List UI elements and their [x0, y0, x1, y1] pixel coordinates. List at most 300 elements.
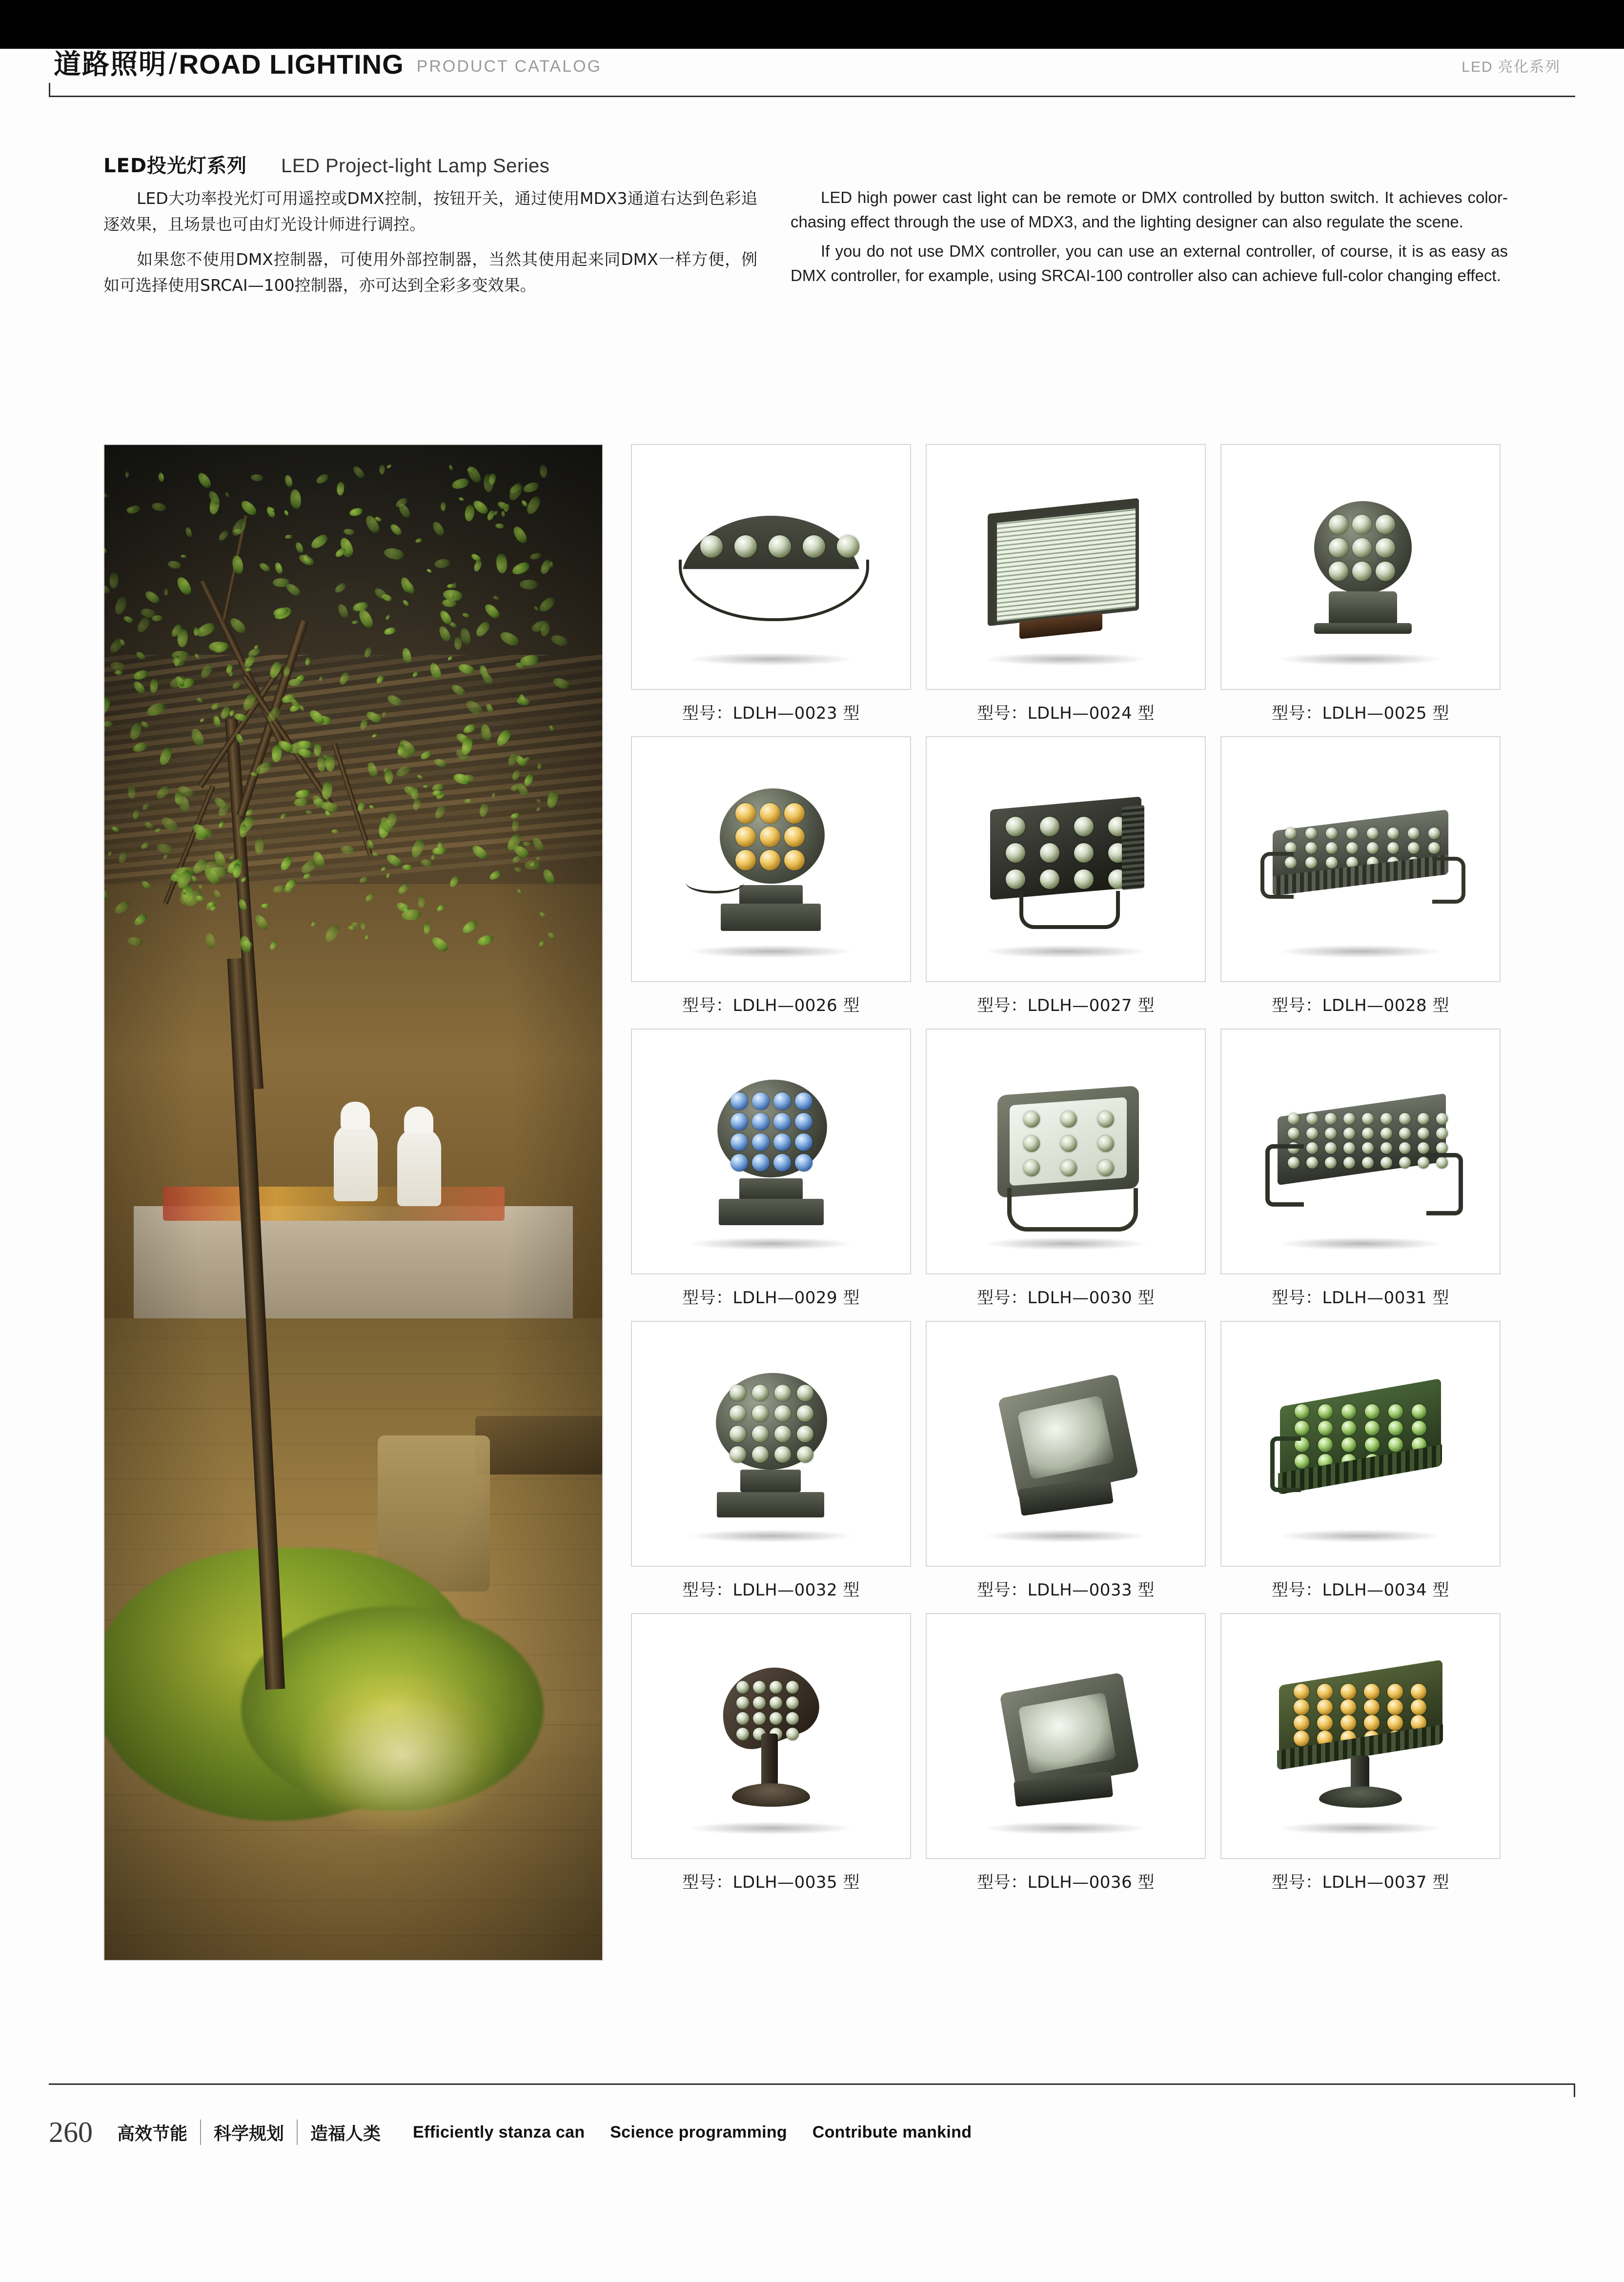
led-dot — [1023, 1111, 1040, 1128]
lamp-head — [711, 1072, 833, 1184]
intro-en-p1: LED high power cast light can be remote or DMX controlled by button switch. It achieves color-chasing effect through the use of MDX3, and the lighting designer can also regulate the scene. — [791, 188, 1508, 231]
led-dot — [1325, 1142, 1337, 1154]
led-dot — [1380, 1128, 1392, 1139]
product-caption: 型号：LDLH—0032 型 — [682, 1580, 860, 1600]
led-dot — [1367, 828, 1379, 839]
section-title-cn: LED投光灯系列 — [103, 155, 247, 177]
product-image-ldlh-0029 — [631, 1029, 911, 1274]
led-dot — [1408, 842, 1420, 854]
lamp-shadow — [690, 945, 852, 958]
led-dot — [760, 850, 780, 870]
led-dot — [1399, 1128, 1411, 1139]
product-grid-row — [624, 1613, 1508, 1905]
led-dot — [752, 1426, 769, 1442]
product-caption: 型号：LDLH—0033 型 — [977, 1580, 1155, 1600]
led-dot — [752, 1092, 770, 1110]
led-dot — [1388, 1404, 1403, 1419]
led-dot — [1408, 828, 1420, 839]
led-dot — [1362, 1142, 1374, 1154]
led-dot — [731, 1133, 748, 1151]
hero-photo — [103, 444, 603, 1961]
led-dot — [797, 1446, 813, 1463]
led-dot — [1418, 1128, 1429, 1139]
led-dot — [1387, 1699, 1403, 1715]
led-dot — [1074, 869, 1094, 889]
led-dot — [795, 1133, 812, 1151]
led-dot — [752, 1154, 770, 1171]
led-dot — [1365, 1404, 1380, 1419]
lamp-fins — [1122, 805, 1144, 890]
lamp-illustration — [961, 486, 1171, 647]
footer-cn-3: 造福人类 — [310, 2123, 381, 2144]
product-caption: 型号：LDLH—0028 型 — [1272, 996, 1449, 1015]
product-caption: 型号：LDLH—0027 型 — [977, 996, 1155, 1015]
led-dot — [1006, 817, 1025, 836]
led-dot — [736, 1681, 749, 1694]
led-dot — [1294, 1715, 1309, 1731]
lamp-stand — [1019, 891, 1120, 929]
led-dot — [1362, 1113, 1374, 1125]
led-dot — [1341, 1421, 1356, 1435]
product-cell-ldlh-0027[interactable] — [918, 736, 1213, 1029]
led-dot — [786, 1712, 799, 1725]
led-dot — [735, 850, 756, 870]
header-rule — [49, 96, 1575, 97]
led-dot — [752, 1446, 769, 1463]
led-dot — [1387, 1715, 1403, 1731]
led-dot — [1306, 1157, 1318, 1169]
lamp-shadow — [1280, 1822, 1441, 1835]
lamp-shadow — [690, 1822, 852, 1835]
product-cell-ldlh-0024[interactable] — [918, 444, 1213, 736]
led-dot — [752, 1133, 770, 1151]
led-dot — [1060, 1111, 1077, 1128]
product-image-ldlh-0028 — [1220, 736, 1501, 982]
product-caption: 型号：LDLH—0035 型 — [682, 1873, 860, 1892]
footer-rule — [49, 2083, 1575, 2085]
lamp-handle — [1007, 1188, 1138, 1232]
led-dot — [1387, 842, 1399, 854]
product-cell-ldlh-0028[interactable] — [1213, 736, 1508, 1029]
led-dot — [730, 1385, 746, 1401]
lamp-illustration — [1256, 1363, 1465, 1524]
led-dot — [786, 1696, 799, 1709]
led-dot — [797, 1426, 813, 1442]
led-dot — [1364, 1715, 1380, 1731]
led-dot — [1343, 1113, 1355, 1125]
led-dot — [1329, 538, 1348, 558]
product-caption: 型号：LDLH—0030 型 — [977, 1288, 1155, 1308]
led-dot — [1060, 1160, 1077, 1176]
lamp-shadow — [985, 1822, 1146, 1835]
lamp-illustration — [961, 1656, 1171, 1817]
product-image-ldlh-0027 — [926, 736, 1206, 982]
led-dot — [1317, 1699, 1333, 1715]
lamp-illustration — [666, 1656, 876, 1817]
lamp-shadow — [1280, 945, 1441, 958]
lamp-stem — [761, 1734, 778, 1787]
led-dot — [1305, 857, 1317, 868]
product-grid-row — [624, 444, 1508, 736]
product-caption: 型号：LDLH—0026 型 — [682, 996, 860, 1015]
led-dot — [773, 1133, 791, 1151]
header-title-group — [54, 43, 602, 82]
lamp-base — [732, 1783, 810, 1807]
led-dot — [1362, 1128, 1374, 1139]
led-dot — [1318, 1421, 1333, 1435]
led-dot — [753, 1712, 766, 1725]
product-image-ldlh-0025 — [1220, 444, 1501, 690]
led-dot — [1346, 828, 1358, 839]
led-dot — [784, 827, 805, 847]
hero-photo-scene — [104, 445, 602, 1960]
section-title — [103, 150, 549, 178]
led-dot — [1436, 1113, 1448, 1125]
led-dot — [1317, 1684, 1333, 1699]
led-dot — [1006, 843, 1025, 863]
product-image-ldlh-0024 — [926, 444, 1206, 690]
led-dot — [1306, 1142, 1318, 1154]
led-dot — [1326, 857, 1338, 868]
led-dot — [770, 1681, 782, 1694]
led-dot — [1329, 562, 1348, 581]
lamp-illustration — [666, 779, 876, 940]
led-dot — [760, 803, 780, 824]
product-caption: 型号：LDLH—0029 型 — [682, 1288, 860, 1308]
header-black-band — [0, 0, 1624, 49]
led-dot — [1006, 869, 1025, 889]
lamp-illustration — [666, 486, 876, 647]
header-series-label: LED 亮化系列 — [1462, 59, 1561, 75]
led-dot — [731, 1092, 748, 1110]
product-cell-ldlh-0032[interactable] — [624, 1321, 918, 1613]
product-cell-ldlh-0034[interactable] — [1213, 1321, 1508, 1613]
lamp-wire — [686, 871, 744, 893]
footer-cn-1: 高效节能 — [117, 2123, 188, 2144]
led-dot — [753, 1696, 766, 1709]
led-dot — [1411, 1699, 1426, 1715]
led-dot — [1023, 1160, 1040, 1176]
lamp-base — [719, 1199, 824, 1225]
lamp-base — [1314, 623, 1412, 634]
product-cell-ldlh-0037[interactable] — [1213, 1613, 1508, 1905]
led-dot — [770, 1712, 782, 1725]
led-dot — [769, 535, 791, 558]
led-dot — [735, 827, 756, 847]
led-dot — [774, 1426, 791, 1442]
led-dot — [1294, 1731, 1309, 1746]
product-cell-ldlh-0033[interactable] — [918, 1321, 1213, 1613]
intro-text-en — [791, 185, 1508, 293]
product-image-ldlh-0036 — [926, 1613, 1206, 1859]
product-caption: 型号：LDLH—0036 型 — [977, 1873, 1155, 1892]
led-dot — [1399, 1113, 1411, 1125]
led-dot — [795, 1092, 812, 1110]
led-dot — [736, 1712, 749, 1725]
led-dot — [1346, 842, 1358, 854]
led-dot — [731, 1113, 748, 1131]
led-dot — [1388, 1437, 1403, 1452]
led-dot — [1364, 1684, 1380, 1699]
lamp-neck — [740, 1470, 801, 1492]
lamp-illustration — [1256, 486, 1465, 647]
led-dot — [1388, 1421, 1403, 1435]
lamp-base — [721, 904, 821, 931]
led-dot — [786, 1728, 799, 1740]
lamp-neck — [739, 1178, 803, 1200]
led-dot — [1285, 828, 1297, 839]
intro-en-p2: If you do not use DMX controller, you can use an external controller, of course, it is as easy as DMX controller, for example, using SRCAI-100 controller also can achieve full-color changing effect. — [791, 242, 1508, 285]
led-dot — [1399, 1157, 1411, 1169]
lamp-bracket-right — [1432, 857, 1465, 904]
page-number: 260 — [49, 2116, 93, 2148]
led-dot — [1318, 1404, 1333, 1419]
led-dot — [1325, 1128, 1337, 1139]
led-dot — [1412, 1421, 1426, 1435]
led-dot — [730, 1426, 746, 1442]
led-dot — [752, 1113, 770, 1131]
led-dot — [1340, 1684, 1356, 1699]
product-caption: 型号：LDLH—0025 型 — [1272, 704, 1449, 723]
lamp-shadow — [690, 1237, 852, 1250]
led-dot — [1305, 828, 1317, 839]
led-dot — [1376, 562, 1395, 581]
product-cell-ldlh-0029[interactable] — [624, 1029, 918, 1321]
led-dot — [700, 535, 723, 558]
led-dot — [1380, 1113, 1392, 1125]
led-dot — [1418, 1142, 1429, 1154]
product-caption: 型号：LDLH—0031 型 — [1272, 1288, 1449, 1308]
led-dot — [1341, 1437, 1356, 1452]
product-cell-ldlh-0030[interactable] — [918, 1029, 1213, 1321]
lamp-base — [717, 1492, 824, 1517]
led-dot — [1428, 842, 1440, 854]
led-dot — [1376, 515, 1395, 534]
led-dot — [1040, 817, 1059, 836]
led-dot — [735, 803, 756, 824]
led-dot — [734, 535, 757, 558]
led-dot — [1325, 1113, 1337, 1125]
led-dot — [1412, 1404, 1426, 1419]
product-cell-ldlh-0023[interactable] — [624, 444, 918, 736]
lamp-shadow — [1280, 1237, 1441, 1250]
led-dot — [1362, 1157, 1374, 1169]
led-dot — [1380, 1157, 1392, 1169]
lamp-illustration — [1256, 1656, 1465, 1817]
led-dot — [1097, 1135, 1114, 1152]
product-grid-row — [624, 1321, 1508, 1613]
led-dot — [803, 535, 825, 558]
lamp-neck — [739, 885, 803, 905]
product-image-ldlh-0032 — [631, 1321, 911, 1567]
product-cell-ldlh-0026[interactable] — [624, 736, 918, 1029]
led-dot — [1352, 515, 1372, 534]
led-dot — [1380, 1142, 1392, 1154]
footer-en-3: Contribute mankind — [812, 2122, 972, 2141]
lamp-shadow — [690, 1530, 852, 1542]
intro-cn-p1: LED大功率投光灯可用遥控或DMX控制，按钮开关，通过使用MDX3通道右达到色彩追逐效果，且场景也可由灯光设计师进行调控。 — [103, 189, 757, 234]
header-subtitle: PRODUCT CATALOG — [416, 57, 602, 76]
led-dot — [736, 1728, 749, 1740]
led-dot — [753, 1681, 766, 1694]
led-dot — [1340, 1715, 1356, 1731]
footer-en-1: Efficiently stanza can — [413, 2122, 585, 2141]
led-dot — [752, 1405, 769, 1422]
lamp-illustration — [961, 1071, 1171, 1232]
led-dot — [1399, 1142, 1411, 1154]
led-dot — [1097, 1160, 1114, 1176]
footer-cn-2: 科学规划 — [214, 2123, 284, 2144]
product-grid — [624, 444, 1508, 1905]
lamp-glass — [994, 505, 1138, 625]
lamp-base — [1319, 1786, 1402, 1808]
led-dot — [1367, 842, 1379, 854]
product-image-ldlh-0033 — [926, 1321, 1206, 1567]
led-dot — [1387, 828, 1399, 839]
product-cell-ldlh-0036[interactable] — [918, 1613, 1213, 1905]
led-dot — [774, 1405, 791, 1422]
led-dot — [773, 1092, 791, 1110]
lamp-shadow — [985, 1530, 1146, 1542]
footer-rule-tick — [1574, 2083, 1575, 2097]
led-dot — [795, 1154, 812, 1171]
led-dot — [1352, 538, 1372, 558]
led-dot — [795, 1113, 812, 1131]
lamp-heatsink — [1329, 591, 1397, 626]
led-dot — [731, 1154, 748, 1171]
product-image-ldlh-0023 — [631, 444, 911, 690]
led-dot — [1340, 1699, 1356, 1715]
led-dot — [1365, 1421, 1380, 1435]
product-caption: 型号：LDLH—0037 型 — [1272, 1873, 1449, 1892]
lamp-illustration — [666, 1071, 876, 1232]
lamp-shadow — [985, 945, 1146, 958]
page-header — [0, 0, 1624, 105]
led-dot — [1436, 1142, 1448, 1154]
led-dot — [1294, 1699, 1309, 1715]
product-cell-ldlh-0031[interactable] — [1213, 1029, 1508, 1321]
led-dot — [1341, 1404, 1356, 1419]
led-dot — [1295, 1421, 1309, 1435]
led-dot — [784, 850, 805, 870]
led-dot — [1411, 1684, 1426, 1699]
footer-en-group — [413, 2123, 992, 2142]
lamp-illustration — [1256, 779, 1465, 940]
product-image-ldlh-0030 — [926, 1029, 1206, 1274]
product-caption: 型号：LDLH—0024 型 — [977, 704, 1155, 723]
led-dot — [797, 1385, 813, 1401]
lamp-shadow — [1280, 1530, 1441, 1542]
lamp-shadow — [985, 1237, 1146, 1250]
led-dot — [1343, 1157, 1355, 1169]
product-caption: 型号：LDLH—0034 型 — [1272, 1580, 1449, 1600]
led-dot — [1365, 1437, 1380, 1452]
led-dot — [1040, 869, 1059, 889]
led-dot — [1317, 1715, 1333, 1731]
led-dot — [1376, 538, 1395, 558]
product-image-ldlh-0026 — [631, 736, 911, 982]
lamp-illustration — [961, 779, 1171, 940]
lamp-head — [712, 1368, 831, 1474]
led-dot — [1428, 828, 1440, 839]
led-dot — [1306, 1113, 1318, 1125]
led-dot — [1343, 1142, 1355, 1154]
led-dot — [784, 803, 805, 824]
led-dot — [797, 1405, 813, 1422]
product-cell-ldlh-0035[interactable] — [624, 1613, 918, 1905]
led-dot — [1326, 828, 1338, 839]
led-dot — [1364, 1699, 1380, 1715]
product-image-ldlh-0034 — [1220, 1321, 1501, 1567]
lamp-bracket-left — [1265, 1144, 1304, 1207]
header-title-en: ROAD LIGHTING — [179, 49, 404, 80]
led-dot — [774, 1385, 791, 1401]
led-dot — [1326, 842, 1338, 854]
footer-en-2: Science programming — [610, 2122, 787, 2141]
led-dot — [1306, 1128, 1318, 1139]
led-dot — [774, 1446, 791, 1463]
lamp-shadow — [690, 653, 852, 666]
lamp-shadow — [985, 653, 1146, 666]
header-title-cn: 道路照明 — [54, 49, 167, 81]
led-dot — [773, 1154, 791, 1171]
intro-text-cn — [103, 185, 757, 307]
lamp-stem — [1351, 1756, 1369, 1790]
product-image-ldlh-0035 — [631, 1613, 911, 1859]
led-dot — [1305, 842, 1317, 854]
led-dot — [1294, 1684, 1309, 1699]
page-footer — [49, 2103, 1575, 2161]
lamp-illustration — [666, 1363, 876, 1524]
led-dot — [760, 827, 780, 847]
led-dot — [752, 1385, 769, 1401]
led-dot — [1352, 562, 1372, 581]
product-image-ldlh-0031 — [1220, 1029, 1501, 1274]
led-dot — [1288, 1128, 1299, 1139]
led-dot — [1023, 1135, 1040, 1152]
led-dot — [1418, 1113, 1429, 1125]
led-dot — [1288, 1113, 1299, 1125]
led-dot — [1295, 1404, 1309, 1419]
led-dot — [786, 1681, 799, 1694]
lamp-shadow — [1280, 653, 1441, 666]
led-dot — [837, 535, 859, 558]
lamp-bracket-right — [1426, 1153, 1463, 1215]
led-dot — [1074, 843, 1094, 863]
led-dot — [1325, 1157, 1337, 1169]
lamp-illustration — [961, 1363, 1171, 1524]
led-dot — [730, 1446, 746, 1463]
product-cell-ldlh-0025[interactable] — [1213, 444, 1508, 736]
led-dot — [1040, 843, 1059, 863]
led-dot — [1074, 817, 1094, 836]
intro-cn-p2: 如果您不使用DMX控制器，可使用外部控制器，当然其使用起来同DMX一样方便，例如可选择使用SRCAI—100控制器，亦可达到全彩多变效果。 — [103, 249, 757, 295]
product-grid-row — [624, 736, 1508, 1029]
led-dot — [1060, 1135, 1077, 1152]
led-dot — [1436, 1128, 1448, 1139]
header-slash: / — [169, 47, 177, 80]
led-dot — [770, 1696, 782, 1709]
product-caption: 型号：LDLH—0023 型 — [682, 704, 860, 723]
header-rule-tick — [49, 83, 50, 97]
led-dot — [1329, 515, 1348, 534]
led-dot — [1318, 1437, 1333, 1452]
lamp-bracket-left — [1260, 852, 1294, 899]
led-dot — [773, 1113, 791, 1131]
led-dot — [736, 1696, 749, 1709]
lamp-bracket — [1270, 1436, 1301, 1492]
led-dot — [1097, 1111, 1114, 1128]
